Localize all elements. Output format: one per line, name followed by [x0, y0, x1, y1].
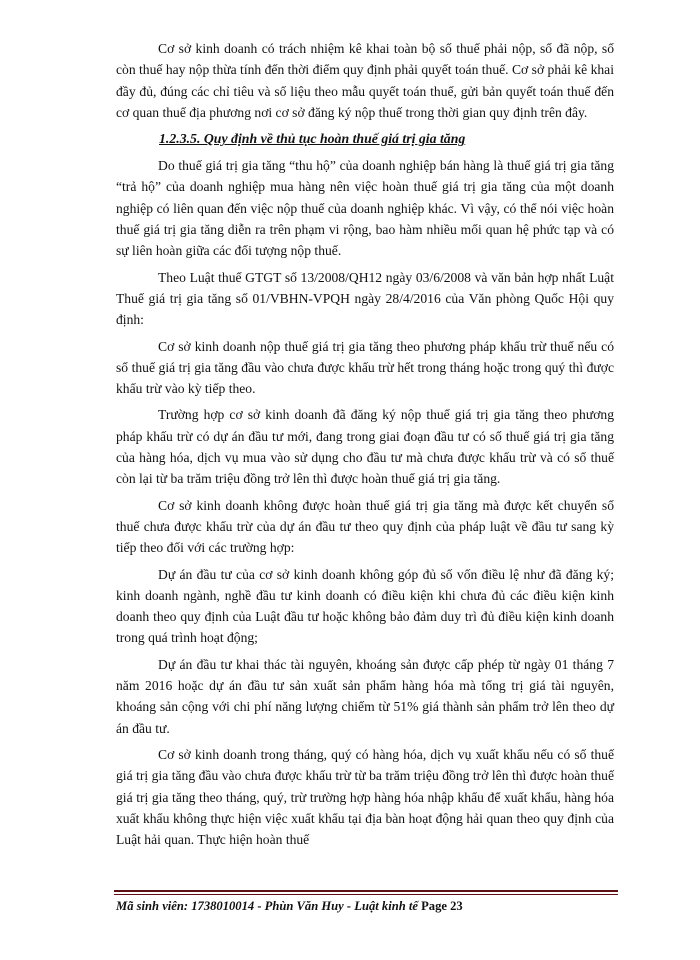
paragraph-5: Cơ sở kinh doanh không được hoàn thuế giá trị gia tăng mà được kết chuyển số thuế chưa được khấu trừ của dự án đầu tư theo quy định của pháp luật về đầu tư sang kỳ tiếp theo đối với các trường hợp:	[116, 497, 614, 556]
paragraph-3: Cơ sở kinh doanh nộp thuế giá trị gia tăng theo phương pháp khấu trừ thuế nếu có số thuế giá trị gia tăng đầu vào chưa được khấu trừ hết trong tháng hoặc trong quý thì được khấu trừ vào kỳ tiếp theo.	[116, 338, 614, 397]
paragraph-tax-settlement: Cơ sở kinh doanh có trách nhiệm kê khai toàn bộ số thuế phải nộp, số đã nộp, số còn thuế hay nộp thừa tính đến thời điểm quy định phải quyết toán thuế. Cơ sở phải kê khai đầy đủ, đúng các chỉ tiêu và số liệu theo mẫu quyết toán thuế, gửi bản quyết toán thuế đến cơ quan thuế địa phương nơi cơ sở đăng ký nộp thuế trong thời gian quy định trên đây.	[116, 41, 614, 120]
paragraph-1: Do thuế giá trị gia tăng “thu hộ” của doanh nghiệp bán hàng là thuế giá trị gia tăng “trả hộ” của doanh nghiệp mua hàng nên việc hoàn thuế giá trị gia tăng của một doanh nghiệp có liên quan đến việc nộp thuế của doanh nghiệp khác. Vì vậy, có thể nói việc hoàn thuế giá trị gia tăng diễn ra trên phạm vi rộng, bao hàm nhiều mối quan hệ phức tạp và có sự liên hoàn giữa các đối tượng nộp thuế.	[116, 158, 614, 259]
section-heading: 1.2.3.5. Quy định về thủ tục hoàn thuế giá trị gia tăng	[159, 131, 466, 147]
page-footer	[116, 899, 616, 914]
paragraph-8: Cơ sở kinh doanh trong tháng, quý có hàng hóa, dịch vụ xuất khẩu nếu có số thuế giá trị gia tăng đầu vào chưa được khấu trừ từ ba trăm triệu đồng trở lên thì được hoàn thuế giá trị gia tăng theo tháng, quý, trừ trường hợp hàng hóa nhập khẩu để xuất khẩu, hàng hóa xuất khẩu không thực hiện việc xuất khẩu tại địa bàn hoạt động hải quan theo quy định của Luật hải quan. Thực hiện hoàn thuế	[116, 746, 614, 848]
paragraph-7: Dự án đầu tư khai thác tài nguyên, khoáng sản được cấp phép từ ngày 01 tháng 7 năm 2016 hoặc dự án đầu tư sản xuất sản phẩm hàng hóa mà tổng trị giá tài nguyên, khoáng sản cộng với chi phí năng lượng chiếm từ 51% giá thành sản phẩm trở lên theo dự án đầu tư.	[116, 656, 614, 736]
paragraph-4: Trường hợp cơ sở kinh doanh đã đăng ký nộp thuế giá trị gia tăng theo phương pháp khấu trừ có dự án đầu tư mới, đang trong giai đoạn đầu tư có số thuế giá trị gia tăng của hàng hóa, dịch vụ mua vào sử dụng cho đầu tư mà chưa được khấu trừ và có số thuế còn lại từ ba trăm triệu đồng trở lên thì được hoàn thuế giá trị gia tăng.	[116, 407, 614, 487]
paragraph-6: Dự án đầu tư của cơ sở kinh doanh không góp đủ số vốn điều lệ như đã đăng ký; kinh doanh ngành, nghề đầu tư kinh doanh có điều kiện khi chưa đủ các điều kiện kinh doanh theo quy định của Luật đầu tư hoặc không bảo đảm duy trì đủ điều kiện kinh doanh trong quá trình hoạt động;	[116, 566, 614, 646]
paragraph-2: Theo Luật thuế GTGT số 13/2008/QH12 ngày 03/6/2008 và văn bản hợp nhất Luật Thuế giá trị gia tăng số 01/VBHN-VPQH ngày 28/4/2016 của Văn phòng Quốc Hội quy định:	[116, 269, 614, 328]
page-body	[116, 38, 614, 855]
footer-rule-thin	[114, 894, 618, 895]
page-number: Page 23	[421, 899, 463, 913]
footer-rule	[114, 890, 618, 892]
footer-student-info: Mã sinh viên: 1738010014 - Phùn Văn Huy - Luật kinh tế	[116, 899, 418, 913]
